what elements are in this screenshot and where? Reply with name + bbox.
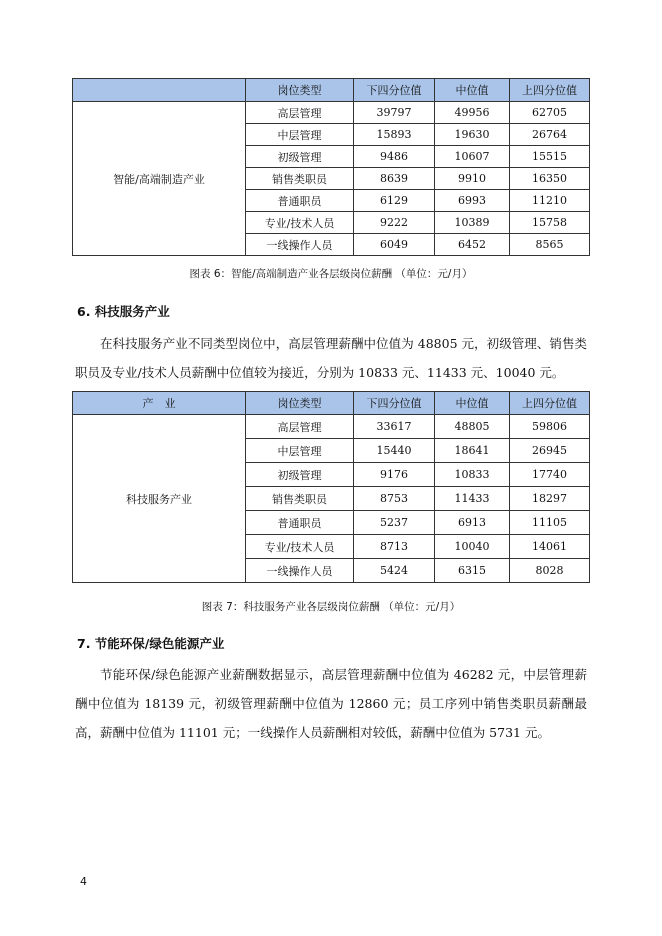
upper-quartile-cell: 11210 <box>510 190 590 212</box>
table-row <box>73 415 590 439</box>
median-cell: 10040 <box>435 535 510 559</box>
lower-quartile-cell: 39797 <box>354 102 435 124</box>
position-cell: 专业/技术人员 <box>246 212 354 234</box>
upper-quartile-cell: 59806 <box>510 415 590 439</box>
lower-quartile-cell: 8639 <box>354 168 435 190</box>
lower-quartile-cell: 9176 <box>354 463 435 487</box>
position-cell: 初级管理 <box>246 463 354 487</box>
section-heading: 6. 科技服务产业 <box>77 304 170 319</box>
lower-quartile-cell: 9486 <box>354 146 435 168</box>
position-cell: 普通职员 <box>246 190 354 212</box>
position-cell: 专业/技术人员 <box>246 535 354 559</box>
position-cell: 销售类职员 <box>246 168 354 190</box>
lower-quartile-cell: 33617 <box>354 415 435 439</box>
upper-quartile-cell: 26945 <box>510 439 590 463</box>
position-cell: 高层管理 <box>246 415 354 439</box>
upper-quartile-cell: 17740 <box>510 463 590 487</box>
median-cell: 19630 <box>435 124 510 146</box>
lower-quartile-cell: 5237 <box>354 511 435 535</box>
median-cell: 48805 <box>435 415 510 439</box>
upper-quartile-cell: 18297 <box>510 487 590 511</box>
position-cell: 初级管理 <box>246 146 354 168</box>
table-caption: 图表 7：科技服务产业各层级岗位薪酬 （单位：元/月） <box>201 601 461 613</box>
upper-quartile-cell: 16350 <box>510 168 590 190</box>
header-position-type: 岗位类型 <box>246 392 354 415</box>
median-cell: 9910 <box>435 168 510 190</box>
lower-quartile-cell: 6049 <box>354 234 435 256</box>
table-row <box>73 102 590 124</box>
header-median: 中位值 <box>435 79 510 102</box>
upper-quartile-cell: 15515 <box>510 146 590 168</box>
upper-quartile-cell: 62705 <box>510 102 590 124</box>
section-paragraph: 在科技服务产业不同类型岗位中，高层管理薪酬中位值为 48805 元，初级管理、销售类职员及专业/技术人员薪酬中位值较为接近，分别为 10833 元、11433 元、10040 元。 <box>75 336 587 380</box>
header-lower-quartile: 下四分位值 <box>354 79 435 102</box>
table-caption: 图表 6：智能/高端制造产业各层级岗位薪酬 （单位：元/月） <box>189 268 473 280</box>
upper-quartile-cell: 11105 <box>510 511 590 535</box>
header-upper-quartile: 上四分位值 <box>510 392 590 415</box>
header-position-type: 岗位类型 <box>246 79 354 102</box>
position-cell: 销售类职员 <box>246 487 354 511</box>
lower-quartile-cell: 15893 <box>354 124 435 146</box>
median-cell: 6913 <box>435 511 510 535</box>
lower-quartile-cell: 9222 <box>354 212 435 234</box>
median-cell: 49956 <box>435 102 510 124</box>
header-lower-quartile: 下四分位值 <box>354 392 435 415</box>
page-number: 4 <box>80 875 87 888</box>
median-cell: 18641 <box>435 439 510 463</box>
salary-table-tech-services <box>72 391 590 583</box>
section-heading: 7. 节能环保/绿色能源产业 <box>77 636 225 651</box>
median-cell: 6315 <box>435 559 510 583</box>
header-industry: 产 业 <box>73 392 246 415</box>
industry-cell: 科技服务产业 <box>73 415 246 583</box>
position-cell: 中层管理 <box>246 124 354 146</box>
header-median: 中位值 <box>435 392 510 415</box>
table-header-row <box>73 392 590 415</box>
median-cell: 10389 <box>435 212 510 234</box>
lower-quartile-cell: 5424 <box>354 559 435 583</box>
position-cell: 高层管理 <box>246 102 354 124</box>
upper-quartile-cell: 8565 <box>510 234 590 256</box>
position-cell: 中层管理 <box>246 439 354 463</box>
position-cell: 普通职员 <box>246 511 354 535</box>
median-cell: 10607 <box>435 146 510 168</box>
lower-quartile-cell: 8753 <box>354 487 435 511</box>
section-paragraph: 节能环保/绿色能源产业薪酬数据显示，高层管理薪酬中位值为 46282 元，中层管理薪酬中位值为 18139 元，初级管理薪酬中位值为 12860 元；员工序列中销售类职员薪酬最高，薪酬中位值为 11101 元；一线操作人员薪酬相对较低，薪酬中位值为 5731 元。 <box>75 667 587 740</box>
table-header-row <box>73 79 590 102</box>
median-cell: 6452 <box>435 234 510 256</box>
upper-quartile-cell: 15758 <box>510 212 590 234</box>
industry-cell: 智能/高端制造产业 <box>73 102 246 256</box>
header-industry <box>73 79 246 102</box>
header-upper-quartile: 上四分位值 <box>510 79 590 102</box>
upper-quartile-cell: 26764 <box>510 124 590 146</box>
median-cell: 11433 <box>435 487 510 511</box>
upper-quartile-cell: 14061 <box>510 535 590 559</box>
position-cell: 一线操作人员 <box>246 234 354 256</box>
salary-table-intelligent-manufacturing <box>72 78 590 256</box>
upper-quartile-cell: 8028 <box>510 559 590 583</box>
position-cell: 一线操作人员 <box>246 559 354 583</box>
lower-quartile-cell: 8713 <box>354 535 435 559</box>
lower-quartile-cell: 6129 <box>354 190 435 212</box>
lower-quartile-cell: 15440 <box>354 439 435 463</box>
median-cell: 6993 <box>435 190 510 212</box>
median-cell: 10833 <box>435 463 510 487</box>
